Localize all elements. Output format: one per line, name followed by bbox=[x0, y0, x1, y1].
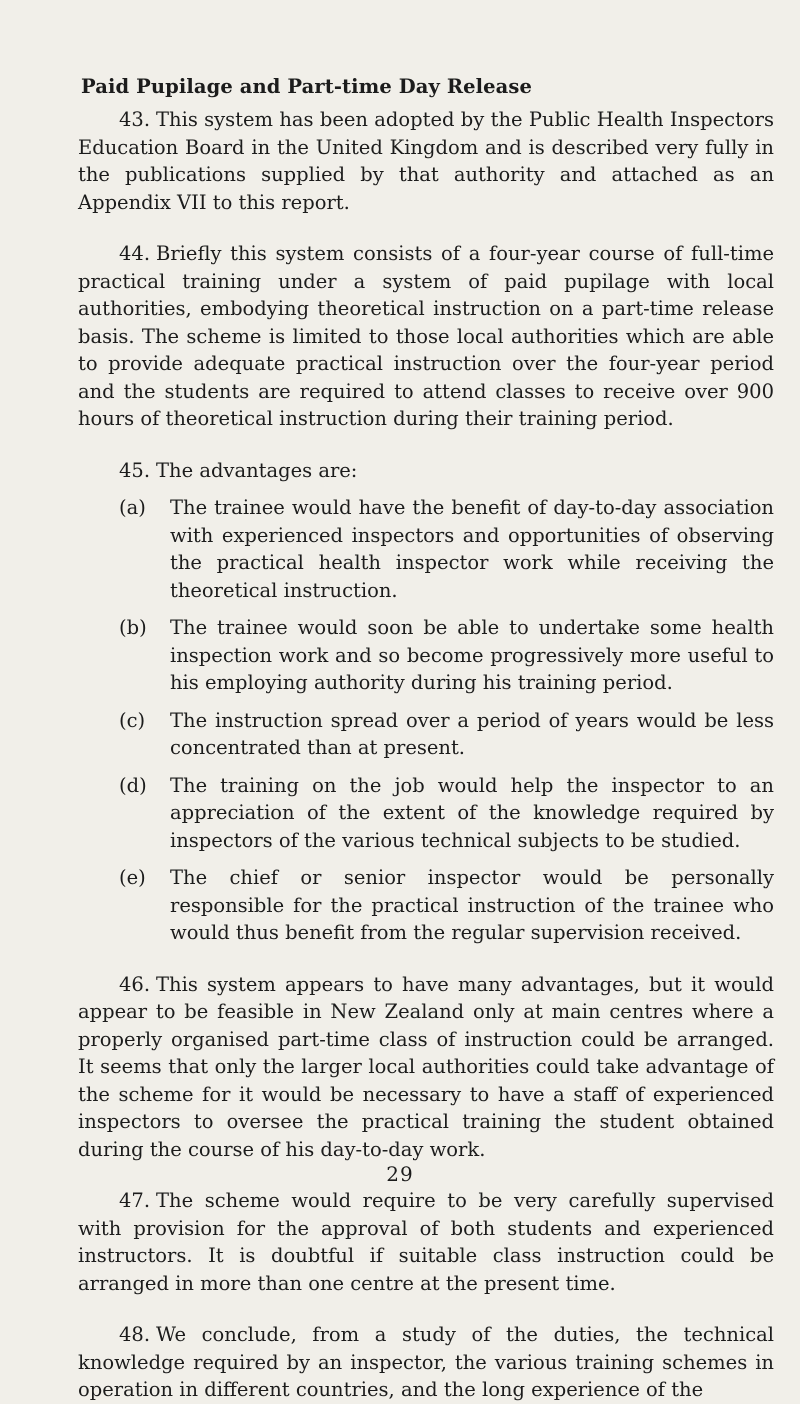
list-item-text: The chief or senior inspector would be personally responsible for the practical instruction of the trainee who would thus benefit from the regular supervision received. bbox=[170, 866, 774, 944]
list-item bbox=[78, 707, 774, 762]
paragraph-48 bbox=[78, 1321, 774, 1404]
paragraph-number: 46. bbox=[119, 972, 151, 996]
page-number: 29 bbox=[386, 1162, 414, 1186]
paragraph-text: The advantages are: bbox=[156, 458, 358, 482]
section-heading: Paid Pupilage and Part-time Day Release bbox=[81, 75, 532, 98]
paragraph-number: 45. bbox=[119, 458, 151, 482]
paragraph-number: 47. bbox=[119, 1189, 151, 1212]
paragraph-text: This system has been adopted by the Public Health Inspectors Education Board in the United Kingdom and is described very fully in the publications supplied by that authority and attached as an Appendix VII to this report. bbox=[78, 108, 774, 214]
list-item bbox=[78, 614, 774, 697]
list-item-label: (d) bbox=[119, 773, 147, 797]
paragraph-number: 44. bbox=[119, 242, 151, 265]
list-item-text: The trainee would soon be able to undertake some health inspection work and so become progressively more useful to his employing authority during his training period. bbox=[170, 616, 774, 694]
paragraph-text: Briefly this system consists of a four-year course of full-time practical training under a system of paid pupilage with local authorities, embodying theoretical instruction on a part-time release basis. The scheme is limited to those local authorities which are able to provide adequate practical instruction over the four-year period and the students are required to attend classes to receive over 900 hours of theoretical instruction during their training period. bbox=[78, 242, 774, 430]
paragraph-text: This system appears to have many advantages, but it would appear to be feasible in New Zealand only at main centres where a properly organised part-time class of instruction could be arranged. It seems that only the larger local authorities could take advantage of the scheme for it would be necessary to have a staff of experienced inspectors to oversee the practical training the student obtained during the course of his day-to-day work. bbox=[78, 972, 774, 1161]
list-item-label: (a) bbox=[119, 496, 146, 519]
list-item-text: The trainee would have the benefit of day-to-day association with experienced inspectors and opportunities of observing the practical health inspector work while receiving the theoretical instruction. bbox=[170, 496, 774, 602]
paragraph-45 bbox=[78, 457, 774, 485]
list-item-label: (b) bbox=[119, 616, 147, 639]
paragraph-43 bbox=[78, 106, 774, 216]
list-item bbox=[78, 494, 774, 604]
list-item bbox=[78, 772, 774, 855]
paragraph-44 bbox=[78, 240, 774, 433]
paragraph-46 bbox=[78, 971, 774, 1164]
list-item-text: The training on the job would help the inspector to an appreciation of the extent of the knowledge required by inspectors of the various technical subjects to be studied. bbox=[170, 773, 774, 852]
paragraph-number: 43. bbox=[119, 108, 151, 131]
list-item-label: (c) bbox=[119, 708, 146, 732]
paragraph-text: The scheme would require to be very carefully supervised with provision for the approval of both students and experienced instructors. It is doubtful if suitable class instruction could be arranged in more than one centre at the present time. bbox=[78, 1189, 774, 1295]
paragraph-number: 48. bbox=[119, 1323, 151, 1346]
advantages-list bbox=[78, 494, 774, 947]
paragraph-47 bbox=[78, 1187, 774, 1297]
list-item-text: The instruction spread over a period of years would be less concentrated than at present. bbox=[170, 708, 774, 759]
list-item-label: (e) bbox=[119, 866, 146, 889]
paragraph-text: We conclude, from a study of the duties, the technical knowledge required by an inspector, the various training schemes in operation in different countries, and the long experience of the bbox=[78, 1323, 774, 1401]
list-item bbox=[78, 864, 774, 947]
